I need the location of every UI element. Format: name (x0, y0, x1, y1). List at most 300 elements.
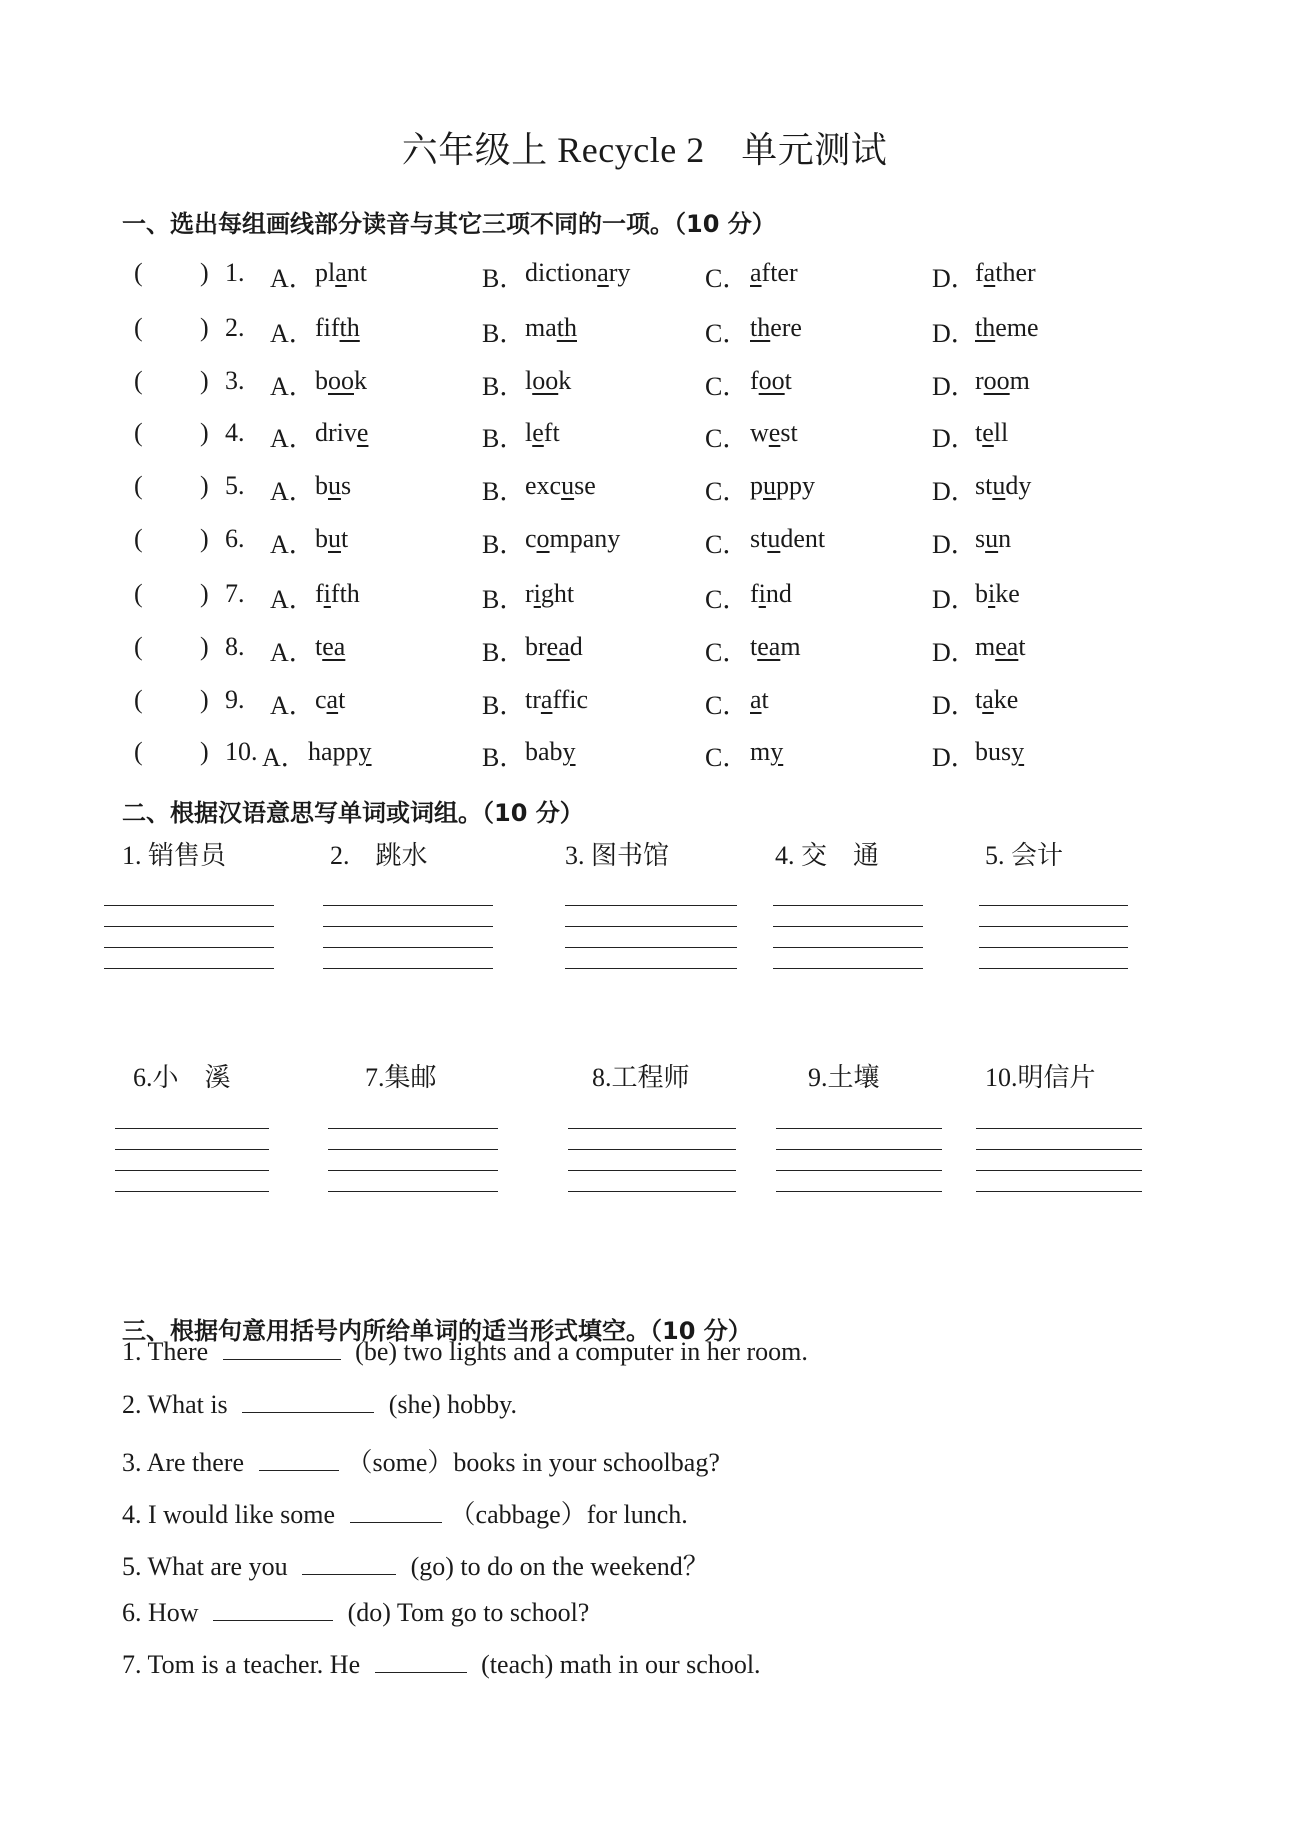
option-word (750, 737, 783, 767)
answer-paren-left[interactable]: ( (134, 524, 143, 553)
question-number: 5. (225, 471, 245, 500)
option-letter: A． (270, 372, 315, 401)
answer-line[interactable] (323, 968, 493, 969)
option-word-suffix: k (558, 366, 572, 395)
option-letter: A． (270, 585, 315, 614)
underlined-part: ea (546, 632, 570, 661)
option-word-prefix: c (525, 524, 537, 553)
blank-field[interactable] (259, 1448, 339, 1471)
option-word-prefix: ma (525, 313, 557, 342)
underlined-part: y (562, 737, 576, 766)
option-word (525, 685, 588, 715)
vocab-prompt: 6.小 溪 (133, 1063, 231, 1092)
question-number: 9. (225, 685, 245, 714)
option-letter: B． (482, 372, 526, 401)
fill-sentence (122, 1650, 761, 1680)
answer-paren-right: ) (200, 366, 209, 395)
answer-line[interactable] (773, 926, 923, 927)
option-word-prefix: f (750, 366, 759, 395)
answer-line[interactable] (979, 968, 1128, 969)
question-row (0, 313, 1289, 353)
option-word-prefix: t (750, 632, 758, 661)
option-word-prefix: bus (975, 737, 1012, 766)
blank-field[interactable] (375, 1650, 467, 1673)
underlined-part: o (536, 524, 550, 553)
option-word-prefix: st (750, 524, 768, 553)
sentence-end: （some）books in your schoolbag? (346, 1448, 720, 1477)
answer-paren-left[interactable]: ( (134, 579, 143, 608)
answer-line[interactable] (976, 1128, 1142, 1129)
underlined-part: th (750, 313, 771, 342)
fill-sentence (122, 1494, 688, 1531)
option-word (308, 737, 372, 767)
option-word-prefix: pl (315, 258, 336, 287)
option-word-suffix: ther (995, 258, 1036, 287)
option-word-suffix: nd (765, 579, 792, 608)
option-word-prefix: f (750, 579, 759, 608)
answer-line[interactable] (773, 905, 923, 906)
option-word-suffix: t (338, 685, 346, 714)
underlined-part: e (768, 418, 781, 447)
answer-line[interactable] (328, 1191, 498, 1192)
answer-line[interactable] (104, 926, 274, 927)
option-word (750, 685, 769, 715)
answer-paren-left[interactable]: ( (134, 737, 143, 766)
blank-field[interactable] (302, 1552, 396, 1575)
option-word (525, 632, 583, 662)
question-number: 4. (225, 418, 245, 447)
fill-sentence (122, 1546, 709, 1583)
option-word-suffix: st (780, 418, 798, 447)
option-letter: A． (262, 743, 307, 772)
option-letter: B． (482, 638, 526, 667)
answer-paren-left[interactable]: ( (134, 366, 143, 395)
question-row (0, 737, 1289, 777)
answer-line[interactable] (115, 1149, 269, 1150)
option-word-suffix: n (998, 524, 1012, 553)
option-letter: C． (705, 424, 749, 453)
answer-line[interactable] (776, 1128, 942, 1129)
answer-line[interactable] (115, 1191, 269, 1192)
option-letter: D． (932, 691, 977, 720)
fill-sentence (122, 1598, 589, 1628)
answer-line[interactable] (568, 1149, 736, 1150)
option-word-suffix: ght (540, 579, 575, 608)
option-word-prefix: l (525, 366, 533, 395)
option-letter: B． (482, 264, 526, 293)
option-letter: D． (932, 477, 977, 506)
answer-paren-right: ) (200, 258, 209, 287)
answer-line[interactable] (323, 926, 493, 927)
answer-paren-left[interactable]: ( (134, 471, 143, 500)
underlined-part: u (561, 471, 575, 500)
underlined-part: th (556, 313, 577, 342)
option-letter: D． (932, 585, 977, 614)
option-word-suffix: m (1009, 366, 1030, 395)
question-row (0, 632, 1289, 672)
option-word-suffix: s (341, 471, 352, 500)
option-letter: B． (482, 743, 526, 772)
sentence-end: (go) to do on the weekend？ (404, 1552, 709, 1581)
option-word (525, 471, 596, 501)
answer-line[interactable] (976, 1149, 1142, 1150)
answer-paren-right: ) (200, 579, 209, 608)
option-word-prefix: r (525, 579, 534, 608)
underlined-part: a (335, 258, 347, 287)
answer-line[interactable] (776, 1170, 942, 1171)
option-word (315, 418, 368, 448)
option-word-suffix: dent (780, 524, 826, 553)
question-number: 10. (225, 737, 258, 766)
underlined-part: u (328, 524, 341, 553)
sentence-start: 1. There (122, 1337, 215, 1366)
underlined-part: th (339, 313, 360, 342)
option-word-prefix: diction (525, 258, 598, 287)
option-letter: C． (705, 319, 749, 348)
option-letter: A． (270, 691, 315, 720)
vocab-prompt: 7.集邮 (365, 1063, 437, 1092)
option-word-suffix: ll (993, 418, 1009, 447)
option-word-prefix: b (975, 579, 988, 608)
question-number: 6. (225, 524, 245, 553)
option-word-prefix: f (315, 579, 324, 608)
option-word-suffix: m (780, 632, 801, 661)
sentence-end: (she) hobby. (382, 1390, 517, 1419)
question-row (0, 685, 1289, 725)
sentence-end: (do) Tom go to school? (341, 1598, 590, 1627)
option-letter: A． (270, 477, 315, 506)
answer-line[interactable] (104, 947, 274, 948)
option-word-prefix: p (750, 471, 763, 500)
option-word (750, 471, 815, 501)
option-letter: B． (482, 585, 526, 614)
option-word (315, 258, 367, 288)
answer-line[interactable] (976, 1170, 1142, 1171)
fill-sentence (122, 1442, 720, 1479)
sentence-start: 6. How (122, 1598, 206, 1627)
option-word (525, 418, 560, 448)
vocab-prompt: 10.明信片 (985, 1063, 1096, 1092)
option-word-prefix: m (750, 737, 771, 766)
option-word (975, 685, 1018, 715)
underlined-part: u (767, 524, 781, 553)
option-word-suffix: ffic (552, 685, 589, 714)
answer-line[interactable] (568, 1170, 736, 1171)
option-word (750, 579, 792, 609)
underlined-part: e (982, 418, 994, 447)
question-number: 2. (225, 313, 245, 342)
option-word-prefix: l (525, 418, 533, 447)
question-row (0, 524, 1289, 564)
underlined-part: e (356, 418, 369, 447)
option-word-prefix: br (525, 632, 547, 661)
option-word-prefix: b (315, 524, 328, 553)
option-word-prefix: t (315, 632, 323, 661)
underlined-part: ea (757, 632, 781, 661)
answer-line[interactable] (979, 926, 1128, 927)
sentence-start: 2. What is (122, 1390, 235, 1419)
option-word-suffix: t (341, 524, 349, 553)
vocab-prompt: 8.工程师 (592, 1063, 690, 1092)
answer-paren-left[interactable]: ( (134, 418, 143, 447)
option-word-prefix: exc (525, 471, 562, 500)
underlined-part: a (983, 258, 996, 287)
vocab-prompt: 5. 会计 (985, 841, 1064, 870)
answer-line[interactable] (568, 1191, 736, 1192)
underlined-part: i (323, 579, 331, 608)
option-word (975, 418, 1008, 448)
fill-sentence (122, 1337, 808, 1367)
option-letter: C． (705, 372, 749, 401)
option-letter: A． (270, 424, 315, 453)
option-word (525, 366, 571, 396)
option-word (975, 632, 1026, 662)
answer-line[interactable] (979, 905, 1128, 906)
question-row (0, 418, 1289, 458)
answer-line[interactable] (776, 1149, 942, 1150)
answer-paren-right: ) (200, 313, 209, 342)
option-word-prefix: bab (525, 737, 563, 766)
option-letter: D． (932, 319, 977, 348)
option-word-suffix: ppy (776, 471, 815, 500)
option-letter: D． (932, 530, 977, 559)
option-letter: B． (482, 477, 526, 506)
option-word (315, 632, 345, 662)
option-word (315, 524, 348, 554)
option-letter: D． (932, 638, 977, 667)
option-word-suffix: ke (995, 579, 1020, 608)
section1-heading: 一、选出每组画线部分读音与其它三项不同的一项。（10 分） (122, 210, 776, 238)
answer-line[interactable] (328, 1170, 498, 1171)
underlined-part: y (1011, 737, 1025, 766)
blank-field[interactable] (350, 1500, 442, 1523)
option-word-suffix: k (354, 366, 367, 395)
option-word-suffix: t (784, 366, 792, 395)
answer-paren-left[interactable]: ( (134, 632, 143, 661)
option-word-suffix: mpany (549, 524, 621, 553)
option-word-suffix: ry (608, 258, 631, 287)
answer-line[interactable] (565, 968, 737, 969)
option-word-suffix: ke (993, 685, 1019, 714)
option-word (750, 258, 798, 288)
underlined-part: u (328, 471, 341, 500)
option-word-suffix: fter (761, 258, 798, 287)
question-number: 3. (225, 366, 245, 395)
underlined-part: a (982, 685, 994, 714)
option-word-suffix: nt (346, 258, 368, 287)
option-word-prefix: st (975, 471, 993, 500)
vocab-prompt: 3. 图书馆 (565, 841, 670, 870)
option-word-suffix: ft (543, 418, 560, 447)
option-letter: C． (705, 585, 749, 614)
underlined-part: ea (322, 632, 346, 661)
underlined-part: a (750, 685, 762, 714)
option-word (315, 313, 360, 343)
option-word-prefix: c (315, 685, 327, 714)
option-word (525, 737, 576, 767)
answer-paren-left[interactable]: ( (134, 313, 143, 342)
sentence-start: 4. I would like some (122, 1500, 342, 1529)
option-letter: B． (482, 319, 526, 348)
fill-sentence (122, 1390, 517, 1420)
option-word-suffix: fth (330, 579, 360, 608)
question-row (0, 471, 1289, 511)
option-word-prefix: t (975, 418, 983, 447)
option-word-prefix: b (315, 366, 328, 395)
underlined-part: i (988, 579, 996, 608)
option-word (315, 471, 351, 501)
answer-line[interactable] (565, 947, 737, 948)
underlined-part: e (532, 418, 544, 447)
option-word-prefix: r (975, 366, 984, 395)
option-word (975, 366, 1030, 396)
option-letter: A． (270, 530, 315, 559)
question-number: 1. (225, 258, 245, 287)
answer-line[interactable] (104, 968, 274, 969)
option-letter: C． (705, 477, 749, 506)
option-word (975, 313, 1039, 343)
answer-paren-right: ) (200, 632, 209, 661)
page-title: 六年级上 Recycle 2 单元测试 (401, 130, 888, 170)
answer-line[interactable] (565, 926, 737, 927)
answer-paren-right: ) (200, 418, 209, 447)
section3-heading: 三、根据句意用括号内所给单词的适当形式填空。（10 分） (122, 1317, 752, 1345)
underlined-part: oo (983, 366, 1010, 395)
sentence-start: 5. What are you (122, 1552, 295, 1581)
option-word (525, 524, 620, 554)
option-word-suffix: eme (995, 313, 1039, 342)
option-letter: B． (482, 691, 526, 720)
sentence-end: （cabbage）for lunch. (449, 1500, 688, 1529)
answer-line[interactable] (773, 947, 923, 948)
option-letter: C． (705, 530, 749, 559)
blank-field[interactable] (213, 1598, 333, 1621)
option-word (750, 418, 798, 448)
option-word-prefix: f (975, 258, 984, 287)
answer-paren-right: ) (200, 471, 209, 500)
answer-line[interactable] (323, 947, 493, 948)
option-word-suffix: t (761, 685, 769, 714)
option-word (975, 471, 1031, 501)
answer-line[interactable] (979, 947, 1128, 948)
underlined-part: a (750, 258, 762, 287)
answer-line[interactable] (115, 1128, 269, 1129)
vocab-prompt: 2. 跳水 (330, 841, 428, 870)
option-word (750, 524, 825, 554)
option-letter: A． (270, 264, 315, 293)
option-word-suffix: ere (770, 313, 802, 342)
question-row (0, 366, 1289, 406)
option-word-prefix: m (975, 632, 996, 661)
option-letter: C． (705, 638, 749, 667)
option-word (975, 737, 1024, 767)
answer-line[interactable] (776, 1191, 942, 1192)
option-word (750, 632, 801, 662)
question-number: 8. (225, 632, 245, 661)
answer-paren-left[interactable]: ( (134, 258, 143, 287)
underlined-part: a (326, 685, 339, 714)
vocab-prompt: 9.土壤 (808, 1063, 880, 1092)
option-letter: C． (705, 743, 749, 772)
question-row (0, 579, 1289, 619)
option-letter: D． (932, 372, 977, 401)
underlined-part: u (992, 471, 1006, 500)
option-letter: A． (270, 319, 315, 348)
option-word (750, 313, 802, 343)
underlined-part: y (358, 737, 372, 766)
option-word-prefix: tr (525, 685, 541, 714)
option-letter: D． (932, 743, 977, 772)
option-word (975, 258, 1036, 288)
option-word (525, 313, 577, 343)
sentence-end: (be) two lights and a computer in her room. (348, 1337, 808, 1366)
option-word-prefix: s (975, 524, 986, 553)
answer-paren-right: ) (200, 685, 209, 714)
answer-paren-right: ) (200, 524, 209, 553)
option-word-prefix: fif (315, 313, 340, 342)
blank-field[interactable] (223, 1337, 341, 1360)
sentence-start: 7. Tom is a teacher. He (122, 1650, 367, 1679)
underlined-part: th (975, 313, 996, 342)
section2-heading: 二、根据汉语意思写单词或词组。（10 分） (122, 799, 584, 827)
underlined-part: u (763, 471, 776, 500)
option-word (525, 258, 630, 288)
vocab-prompt: 4. 交 通 (775, 841, 880, 870)
answer-line[interactable] (323, 905, 493, 906)
option-word-prefix: driv (315, 418, 357, 447)
underlined-part: y (770, 737, 784, 766)
answer-line[interactable] (568, 1128, 736, 1129)
option-word (315, 366, 367, 396)
answer-line[interactable] (115, 1170, 269, 1171)
option-word-suffix: dy (1005, 471, 1032, 500)
option-letter: C． (705, 264, 749, 293)
option-word-suffix: se (574, 471, 596, 500)
answer-line[interactable] (773, 968, 923, 969)
underlined-part: i (758, 579, 766, 608)
answer-line[interactable] (328, 1149, 498, 1150)
option-letter: A． (270, 638, 315, 667)
vocab-prompt: 1. 销售员 (122, 841, 227, 870)
answer-paren-right: ) (200, 737, 209, 766)
option-word (975, 579, 1020, 609)
option-word (975, 524, 1011, 554)
underlined-part: oo (328, 366, 354, 395)
question-row (0, 258, 1289, 298)
underlined-part: a (540, 685, 553, 714)
option-word-prefix: w (750, 418, 769, 447)
answer-paren-left[interactable]: ( (134, 685, 143, 714)
option-word-prefix: b (315, 471, 328, 500)
option-word-prefix: happ (308, 737, 359, 766)
underlined-part: oo (758, 366, 785, 395)
answer-line[interactable] (976, 1191, 1142, 1192)
answer-line[interactable] (565, 905, 737, 906)
option-word-suffix: t (1018, 632, 1026, 661)
blank-field[interactable] (242, 1390, 374, 1413)
answer-line[interactable] (104, 905, 274, 906)
answer-line[interactable] (328, 1128, 498, 1129)
option-word (315, 579, 360, 609)
option-letter: D． (932, 424, 977, 453)
option-word-suffix: d (569, 632, 583, 661)
underlined-part: oo (532, 366, 559, 395)
underlined-part: ea (995, 632, 1019, 661)
question-number: 7. (225, 579, 245, 608)
option-letter: D． (932, 264, 977, 293)
underlined-part: u (985, 524, 999, 553)
option-letter: B． (482, 530, 526, 559)
